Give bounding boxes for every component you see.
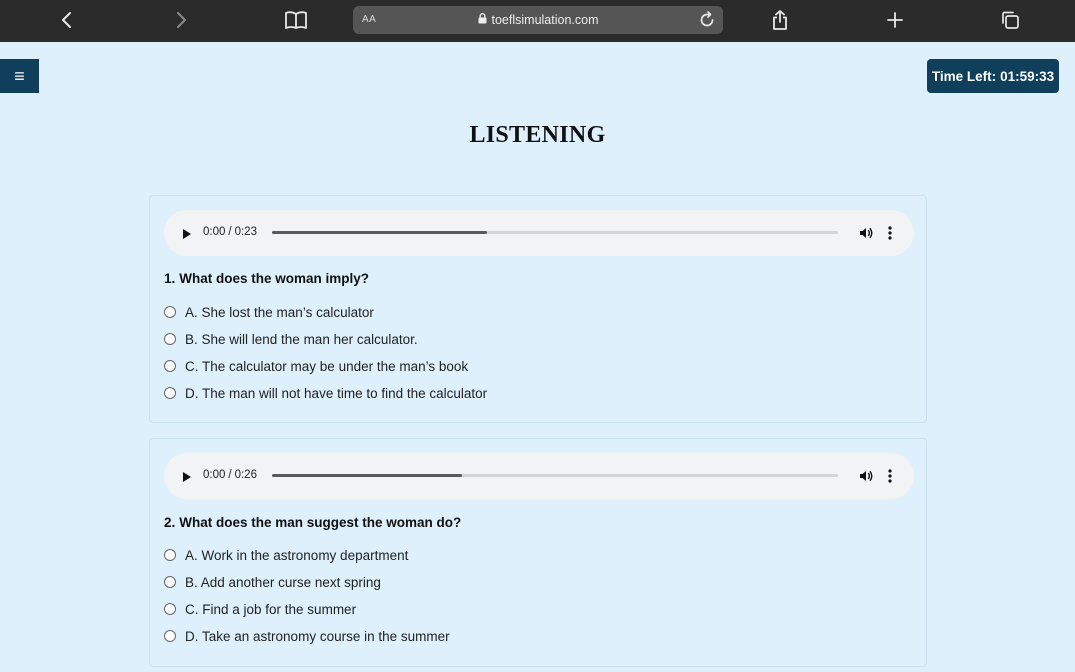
page-title: LISTENING [469, 122, 606, 148]
forward-icon[interactable] [170, 6, 192, 34]
volume-icon[interactable] [858, 468, 874, 489]
back-icon[interactable] [56, 6, 78, 34]
audio-time-separator: / [228, 226, 232, 238]
volume-icon[interactable] [858, 225, 874, 246]
menu-icon: ≡ [14, 65, 25, 86]
answer-option-b[interactable] [164, 329, 418, 349]
answer-option-b[interactable] [164, 572, 381, 592]
radio-button[interactable] [164, 549, 176, 561]
play-icon[interactable] [182, 227, 192, 245]
radio-button[interactable] [164, 576, 176, 588]
address-bar[interactable] [353, 6, 723, 34]
audio-duration: 0:23 [234, 226, 257, 238]
audio-player [164, 453, 914, 499]
answer-option-c[interactable] [164, 599, 356, 619]
question-text [164, 515, 461, 530]
question-text [164, 271, 369, 286]
audio-time [203, 226, 257, 238]
option-label: D. The man will not have time to find the calculator [185, 385, 488, 401]
answer-option-c[interactable] [164, 356, 468, 376]
audio-current-time: 0:00 [203, 226, 226, 238]
answer-option-a[interactable] [164, 545, 408, 565]
browser-toolbar [0, 0, 1075, 42]
reader-options-button[interactable]: AA [362, 14, 377, 25]
audio-progress-track[interactable] [272, 231, 838, 234]
radio-button[interactable] [164, 603, 176, 615]
more-options-icon[interactable] [887, 468, 893, 489]
option-label: A. Work in the astronomy department [185, 547, 409, 563]
timer-label: Time Left: [931, 68, 997, 84]
question-prompt: What does the man suggest the woman do? [179, 515, 462, 530]
option-label: C. Find a job for the summer [185, 601, 357, 617]
audio-player [164, 210, 914, 256]
audio-progress-track[interactable] [272, 474, 838, 477]
audio-time-separator: / [228, 469, 232, 481]
audio-progress-fill [272, 474, 462, 477]
audio-current-time: 0:00 [203, 469, 226, 481]
menu-button[interactable] [0, 59, 39, 93]
audio-progress-fill [272, 231, 487, 234]
audio-duration: 0:26 [234, 469, 257, 481]
option-label: A. She lost the man’s calculator [185, 304, 374, 320]
timer-value: 01:59:33 [1000, 68, 1055, 84]
option-label: B. Add another curse next spring [185, 574, 381, 590]
answer-option-a[interactable] [164, 302, 374, 322]
new-tab-icon[interactable] [884, 6, 906, 34]
share-icon[interactable] [769, 6, 791, 34]
question-number: 2. [164, 515, 176, 530]
question-card [149, 438, 927, 667]
reload-icon[interactable] [697, 10, 717, 35]
time-left-badge [927, 59, 1059, 93]
audio-time [203, 469, 257, 481]
bookmarks-icon[interactable] [283, 6, 309, 34]
tabs-icon[interactable] [998, 6, 1022, 34]
url-text: toeflsimulation.com [491, 13, 599, 27]
lock-icon [478, 11, 487, 29]
option-label: D. Take an astronomy course in the summer [185, 628, 450, 644]
question-prompt: What does the woman imply? [179, 271, 370, 286]
answer-option-d[interactable] [164, 626, 450, 646]
radio-button[interactable] [164, 387, 176, 399]
question-number: 1. [164, 271, 176, 286]
play-icon[interactable] [182, 470, 192, 488]
radio-button[interactable] [164, 360, 176, 372]
question-card [149, 195, 927, 423]
radio-button[interactable] [164, 333, 176, 345]
option-label: B. She will lend the man her calculator. [185, 331, 418, 347]
answer-option-d[interactable] [164, 383, 487, 403]
option-label: C. The calculator may be under the man’s book [185, 358, 469, 374]
more-options-icon[interactable] [887, 225, 893, 246]
radio-button[interactable] [164, 306, 176, 318]
radio-button[interactable] [164, 630, 176, 642]
